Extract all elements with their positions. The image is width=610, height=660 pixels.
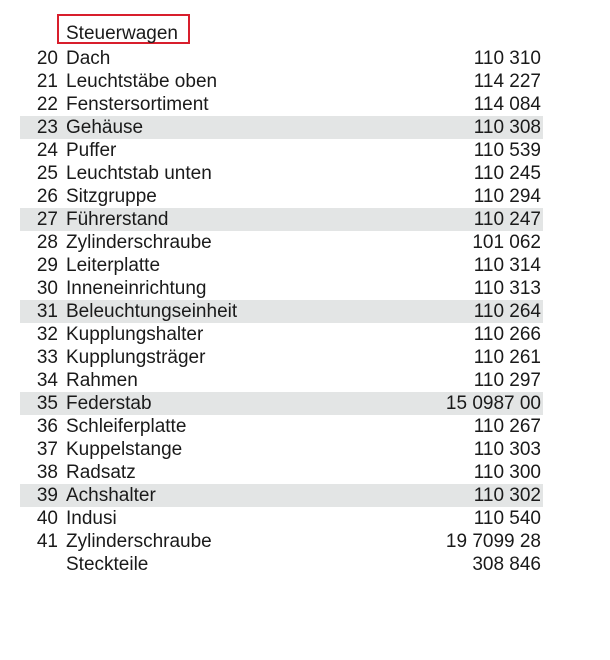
part-name: Kupplungsträger <box>66 347 206 368</box>
part-name: Radsatz <box>66 462 136 483</box>
parts-list-row <box>20 185 543 208</box>
part-number: 22 <box>36 94 58 115</box>
parts-list-row <box>20 530 543 553</box>
section-heading: Steuerwagen <box>66 23 178 44</box>
part-name: Zylinderschraube <box>66 531 212 552</box>
part-number: 21 <box>36 71 58 92</box>
parts-list-row <box>20 300 543 323</box>
part-article-code: 15 0987 00 <box>445 393 541 414</box>
part-article-code: 110 247 <box>473 209 541 230</box>
part-article-code: 101 062 <box>472 232 541 253</box>
part-article-code: 110 261 <box>473 347 541 368</box>
part-name: Beleuchtungseinheit <box>66 301 238 322</box>
part-article-code: 110 297 <box>473 370 541 391</box>
part-name: Führerstand <box>66 209 169 230</box>
part-number: 41 <box>36 531 58 552</box>
part-article-code: 114 084 <box>473 94 541 115</box>
parts-list-row <box>20 346 543 369</box>
parts-list <box>20 47 543 576</box>
part-article-code: 110 264 <box>473 301 541 322</box>
part-number: 27 <box>36 209 58 230</box>
parts-list-row <box>20 553 543 576</box>
part-article-code: 110 310 <box>473 48 541 69</box>
part-number: 33 <box>36 347 58 368</box>
parts-list-row <box>20 139 543 162</box>
part-article-code: 110 303 <box>473 439 541 460</box>
part-article-code: 114 227 <box>473 71 541 92</box>
parts-list-row <box>20 208 543 231</box>
parts-list-row <box>20 47 543 70</box>
parts-list-row <box>20 369 543 392</box>
parts-list-row <box>20 484 543 507</box>
part-name: Zylinderschraube <box>66 232 212 253</box>
parts-list-row <box>20 231 543 254</box>
part-name: Sitzgruppe <box>66 186 157 207</box>
part-article-code: 110 313 <box>473 278 541 299</box>
part-article-code: 110 314 <box>473 255 541 276</box>
part-number: 28 <box>36 232 58 253</box>
part-article-code: 110 540 <box>473 508 541 529</box>
part-article-code: 110 245 <box>473 163 541 184</box>
part-number: 30 <box>36 278 58 299</box>
parts-list-row <box>20 93 543 116</box>
part-name: Puffer <box>66 140 117 161</box>
part-number: 23 <box>36 117 58 138</box>
parts-list-row <box>20 461 543 484</box>
part-name: Gehäuse <box>66 117 144 138</box>
parts-list-row <box>20 116 543 139</box>
part-number: 35 <box>36 393 58 414</box>
part-number: 40 <box>36 508 58 529</box>
part-name: Schleiferplatte <box>66 416 187 437</box>
part-number: 24 <box>36 140 58 161</box>
parts-list-row <box>20 415 543 438</box>
part-name: Fenstersortiment <box>66 94 209 115</box>
part-name: Leiterplatte <box>66 255 161 276</box>
parts-list-row <box>20 392 543 415</box>
part-article-code: 19 7099 28 <box>445 531 541 552</box>
part-name: Leuchtstab unten <box>66 163 212 184</box>
part-name: Rahmen <box>66 370 138 391</box>
parts-list-row <box>20 277 543 300</box>
part-name: Federstab <box>66 393 152 414</box>
part-name: Kuppelstange <box>66 439 183 460</box>
part-article-code: 110 302 <box>473 485 541 506</box>
part-number: 37 <box>36 439 58 460</box>
parts-list-row <box>20 323 543 346</box>
part-number: 32 <box>36 324 58 345</box>
part-name: Steckteile <box>66 554 149 575</box>
part-article-code: 110 539 <box>473 140 541 161</box>
part-name: Inneneinrichtung <box>66 278 207 299</box>
part-number: 36 <box>36 416 58 437</box>
part-number: 39 <box>36 485 58 506</box>
part-article-code: 110 294 <box>473 186 541 207</box>
part-article-code: 110 266 <box>473 324 541 345</box>
part-name: Indusi <box>66 508 117 529</box>
parts-list-row <box>20 162 543 185</box>
part-number: 29 <box>36 255 58 276</box>
part-article-code: 110 308 <box>473 117 541 138</box>
part-number: 25 <box>36 163 58 184</box>
parts-list-row <box>20 254 543 277</box>
part-article-code: 110 267 <box>473 416 541 437</box>
parts-list-row <box>20 70 543 93</box>
part-number: 20 <box>36 48 58 69</box>
part-article-code: 308 846 <box>472 554 541 575</box>
part-name: Dach <box>66 48 111 69</box>
parts-list-row <box>20 438 543 461</box>
parts-list-row <box>20 507 543 530</box>
part-number: 38 <box>36 462 58 483</box>
part-name: Leuchtstäbe oben <box>66 71 218 92</box>
part-number: 34 <box>36 370 58 391</box>
part-number: 26 <box>36 186 58 207</box>
part-article-code: 110 300 <box>473 462 541 483</box>
part-name: Achshalter <box>66 485 156 506</box>
part-number: 31 <box>36 301 58 322</box>
part-name: Kupplungshalter <box>66 324 204 345</box>
